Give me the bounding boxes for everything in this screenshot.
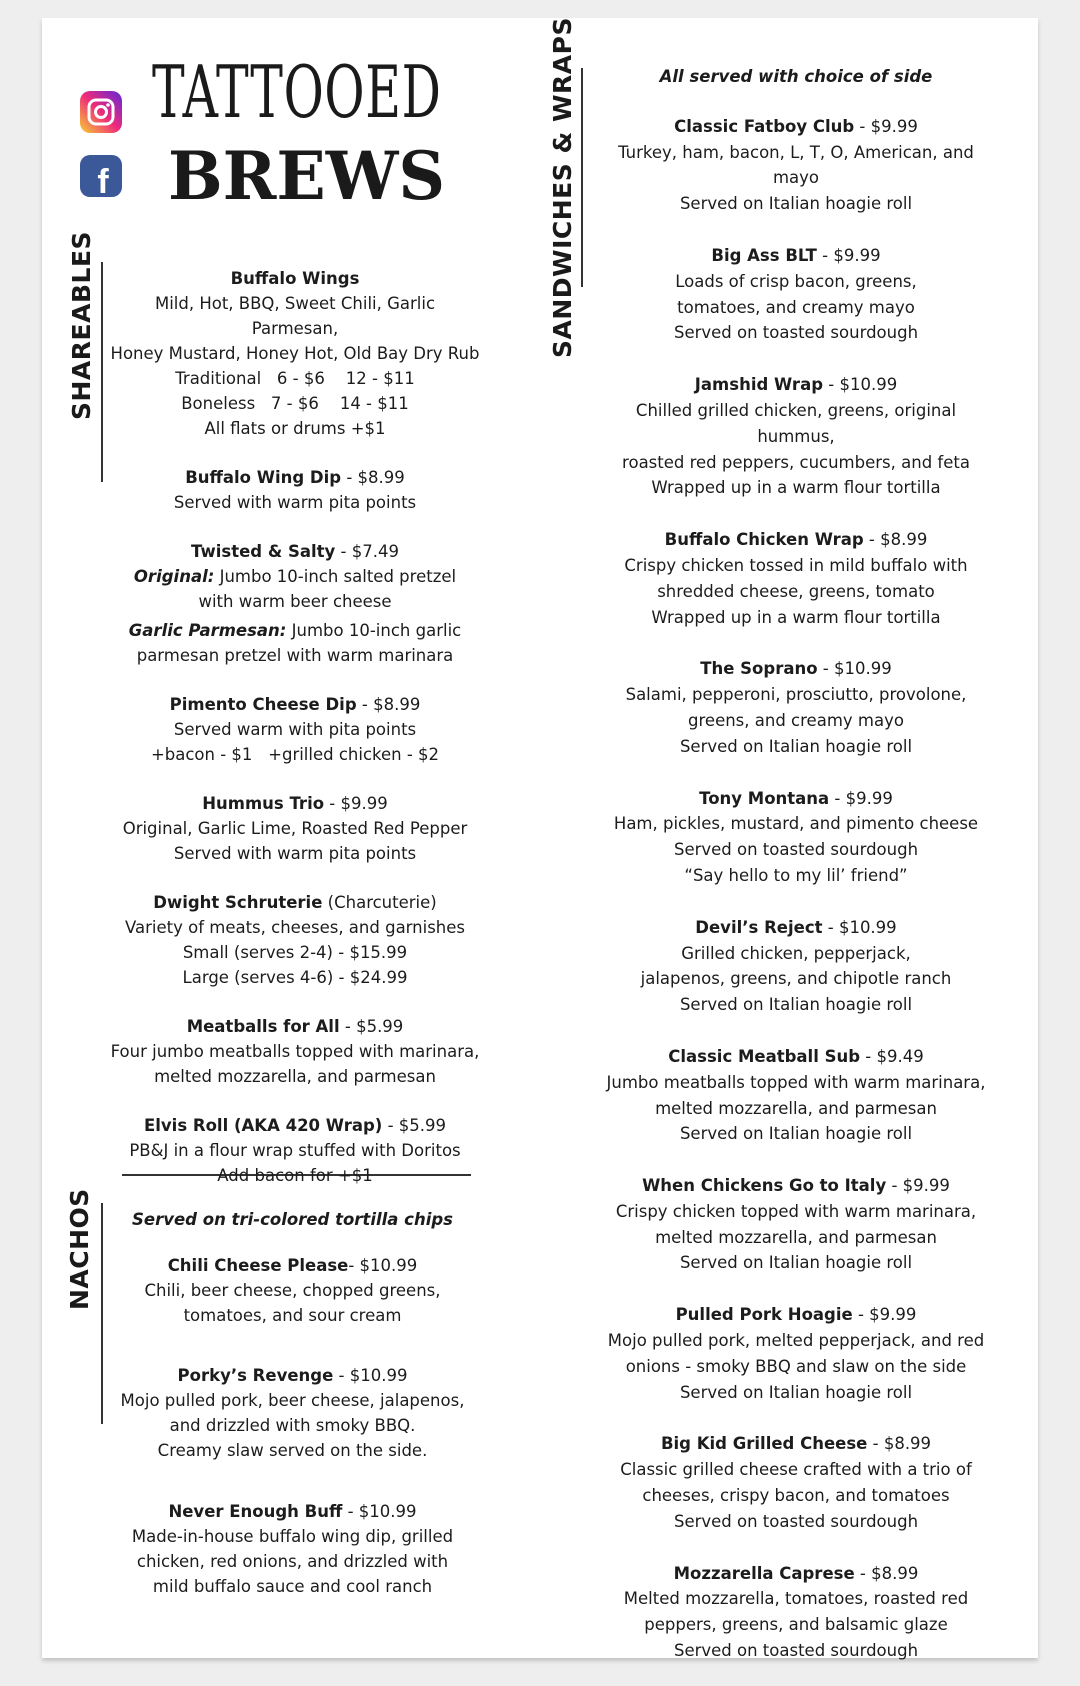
item-name: Jamshid Wrap bbox=[694, 375, 824, 395]
menu-item bbox=[596, 656, 996, 759]
item-line: Variety of meats, cheeses, and garnishes bbox=[124, 918, 466, 937]
item-line: PB&J in a flour wrap stuffed with Doritos bbox=[129, 1141, 461, 1160]
item-line: melted mozzarella, and parmesan bbox=[655, 1227, 937, 1247]
item-line: Grilled chicken, pepperjack, bbox=[681, 943, 911, 963]
item-line: Served with warm pita points bbox=[173, 844, 417, 863]
shareables-heading: SHAREABLES bbox=[67, 230, 96, 420]
item-line: parmesan pretzel with warm marinara bbox=[136, 646, 454, 665]
item-name: Tony Montana bbox=[699, 788, 830, 808]
item-name: Porky’s Revenge bbox=[177, 1366, 334, 1385]
menu-item bbox=[596, 1044, 996, 1147]
item-line: Crispy chicken tossed in mild buffalo with bbox=[624, 555, 968, 575]
item-line: Served on toasted sourdough bbox=[673, 840, 919, 860]
menu-item bbox=[110, 266, 480, 441]
item-line: Salami, pepperoni, prosciutto, provolone, bbox=[625, 685, 967, 705]
menu-item bbox=[596, 243, 996, 346]
variant-label: Garlic Parmesan: bbox=[128, 621, 287, 640]
menu-item bbox=[110, 890, 480, 990]
item-line: Crispy chicken topped with warm marinara, bbox=[615, 1201, 977, 1221]
item-name: Hummus Trio bbox=[202, 794, 325, 813]
item-line: tomatoes, and creamy mayo bbox=[677, 297, 915, 317]
item-name: Devil’s Reject bbox=[695, 917, 823, 937]
menu-item bbox=[596, 786, 996, 889]
menu-item bbox=[110, 1499, 475, 1599]
item-price: - $10.99 bbox=[333, 1366, 408, 1385]
logo-line-2: BREWS bbox=[168, 137, 446, 215]
menu-item bbox=[596, 1173, 996, 1276]
item-name: Twisted & Salty bbox=[191, 542, 336, 561]
item-line: All flats or drums +$1 bbox=[204, 419, 386, 438]
item-line: Jumbo 10-inch garlic bbox=[286, 621, 462, 640]
item-price: - $9.99 bbox=[816, 245, 881, 265]
item-line: Honey Mustard, Honey Hot, Old Bay Dry Rub bbox=[110, 344, 480, 363]
item-price: (Charcuterie) bbox=[322, 893, 437, 912]
menu-item bbox=[110, 1363, 475, 1463]
item-line: Jumbo 10-inch salted pretzel bbox=[214, 567, 457, 586]
item-name: Pulled Pork Hoagie bbox=[675, 1305, 853, 1325]
sandwiches-rule bbox=[581, 68, 583, 287]
item-line: Wrapped up in a warm flour tortilla bbox=[651, 478, 941, 498]
item-line: Served on Italian hoagie roll bbox=[679, 194, 913, 214]
item-line: Creamy slaw served on the side. bbox=[157, 1441, 428, 1460]
menu-item bbox=[110, 791, 480, 866]
item-line: Wrapped up in a warm flour tortilla bbox=[651, 607, 941, 627]
item-price: - $5.99 bbox=[382, 1116, 447, 1135]
item-price: - $10.99 bbox=[823, 375, 898, 395]
item-name: Elvis Roll (AKA 420 Wrap) bbox=[143, 1116, 383, 1135]
item-line: Large (serves 4-6) - $24.99 bbox=[182, 968, 408, 987]
item-line: Served with warm pita points bbox=[173, 493, 417, 512]
menu-item bbox=[596, 1302, 996, 1405]
menu-item bbox=[110, 1113, 480, 1188]
variant-label: Original: bbox=[133, 567, 215, 586]
menu-item bbox=[596, 1561, 996, 1664]
item-price: - $10.99 bbox=[817, 659, 892, 679]
item-line: melted mozzarella, and parmesan bbox=[154, 1067, 436, 1086]
shareables-rule bbox=[101, 262, 103, 482]
item-line: and drizzled with smoky BBQ. bbox=[169, 1416, 416, 1435]
item-name: Dwight Schruterie bbox=[153, 893, 323, 912]
item-line: Mojo pulled pork, melted pepperjack, and red bbox=[607, 1331, 985, 1351]
menu-item bbox=[596, 1431, 996, 1534]
shareables-column bbox=[110, 266, 480, 1188]
nachos-heading: NACHOS bbox=[65, 1188, 94, 1310]
item-line: Served on toasted sourdough bbox=[673, 1511, 919, 1531]
item-line: Served on Italian hoagie roll bbox=[679, 1253, 913, 1273]
facebook-icon[interactable] bbox=[80, 155, 122, 197]
item-name: Buffalo Wing Dip bbox=[185, 468, 342, 487]
menu-item bbox=[596, 915, 996, 1018]
menu-item bbox=[596, 114, 996, 217]
item-line: Served on toasted sourdough bbox=[673, 323, 919, 343]
item-line: jalapenos, greens, and chipotle ranch bbox=[640, 969, 952, 989]
item-line: Classic grilled cheese crafted with a trio of bbox=[620, 1460, 972, 1480]
item-line: Turkey, ham, bacon, L, T, O, American, and mayo bbox=[618, 142, 974, 188]
item-price: - $9.99 bbox=[829, 788, 893, 808]
item-price: - $9.99 bbox=[852, 1305, 917, 1325]
item-price: - $7.49 bbox=[335, 542, 399, 561]
item-line: Loads of crisp bacon, greens, bbox=[675, 271, 917, 291]
item-line: chicken, red onions, and drizzled with bbox=[136, 1552, 449, 1571]
item-price: - $10.99 bbox=[822, 917, 897, 937]
item-line: tomatoes, and sour cream bbox=[183, 1306, 402, 1325]
item-line: greens, and creamy mayo bbox=[688, 710, 904, 730]
item-line: Mojo pulled pork, beer cheese, jalapenos, bbox=[120, 1391, 465, 1410]
item-name: Buffalo Chicken Wrap bbox=[664, 530, 864, 550]
item-line: mild buffalo sauce and cool ranch bbox=[152, 1577, 433, 1596]
item-price: - $10.99 bbox=[342, 1502, 417, 1521]
instagram-icon[interactable] bbox=[80, 91, 122, 133]
menu-item bbox=[596, 527, 996, 630]
item-price: - $9.99 bbox=[886, 1176, 950, 1196]
menu-item bbox=[110, 1253, 475, 1328]
item-price: - $9.99 bbox=[324, 794, 388, 813]
item-line: Served warm with pita points bbox=[173, 720, 417, 739]
item-price: - $9.99 bbox=[854, 116, 918, 136]
item-line: Jumbo meatballs topped with warm marinara, bbox=[606, 1072, 986, 1092]
sandwiches-note: All served with choice of side bbox=[659, 67, 933, 86]
menu-item bbox=[110, 465, 480, 515]
item-name: Big Ass BLT bbox=[711, 245, 817, 265]
item-line: Boneless 7 - $6 14 - $11 bbox=[181, 394, 409, 413]
item-line: peppers, greens, and balsamic glaze bbox=[644, 1615, 948, 1635]
menu-item bbox=[110, 1014, 480, 1089]
item-name: When Chickens Go to Italy bbox=[642, 1176, 887, 1196]
item-line: Made-in-house buffalo wing dip, grilled bbox=[131, 1527, 454, 1546]
item-line: melted mozzarella, and parmesan bbox=[655, 1098, 937, 1118]
item-name: Chili Cheese Please bbox=[167, 1256, 349, 1275]
item-line: Served on Italian hoagie roll bbox=[679, 995, 913, 1015]
item-line: Served on toasted sourdough bbox=[673, 1641, 919, 1661]
item-line: Four jumbo meatballs topped with marinara, bbox=[110, 1042, 480, 1061]
item-price: - $8.99 bbox=[867, 1434, 932, 1454]
item-name: Classic Meatball Sub bbox=[668, 1046, 861, 1066]
item-line: Chilled grilled chicken, greens, original hummus, bbox=[635, 400, 957, 446]
item-price: - $8.99 bbox=[356, 695, 421, 714]
item-line: cheeses, crispy bacon, and tomatoes bbox=[642, 1486, 950, 1506]
menu-item bbox=[110, 539, 480, 668]
item-price: - $10.99 bbox=[348, 1256, 418, 1275]
item-line: Chili, beer cheese, chopped greens, bbox=[144, 1281, 441, 1300]
item-name: Big Kid Grilled Cheese bbox=[660, 1434, 868, 1454]
item-line: Served on Italian hoagie roll bbox=[679, 1124, 913, 1144]
nachos-note: Served on tri-colored tortilla chips bbox=[132, 1210, 453, 1229]
item-line: Served on Italian hoagie roll bbox=[679, 1382, 913, 1402]
item-name: Mozzarella Caprese bbox=[673, 1563, 855, 1583]
facebook-glyph: f bbox=[97, 163, 109, 197]
item-line: Traditional 6 - $6 12 - $11 bbox=[175, 369, 415, 388]
item-price: - $8.99 bbox=[863, 530, 928, 550]
logo-line-1: TATTOOED bbox=[152, 50, 442, 134]
item-price: - $8.99 bbox=[341, 468, 405, 487]
nachos-rule bbox=[101, 1203, 103, 1424]
item-line: Small (serves 2-4) - $15.99 bbox=[182, 943, 408, 962]
item-name: Meatballs for All bbox=[186, 1017, 340, 1036]
item-line: shredded cheese, greens, tomato bbox=[657, 581, 935, 601]
item-line: +bacon - $1 +grilled chicken - $2 bbox=[150, 745, 440, 764]
item-price: - $8.99 bbox=[854, 1563, 919, 1583]
item-line: roasted red peppers, cucumbers, and feta bbox=[622, 452, 970, 472]
item-name: Classic Fatboy Club bbox=[674, 116, 855, 136]
item-line: Melted mozzarella, tomatoes, roasted red bbox=[623, 1589, 969, 1609]
item-line: Ham, pickles, mustard, and pimento cheese bbox=[613, 814, 979, 834]
item-line: “Say hello to my lil’ friend” bbox=[684, 865, 908, 885]
item-name: Never Enough Buff bbox=[168, 1502, 343, 1521]
item-line: Add bacon for +$1 bbox=[217, 1166, 373, 1185]
item-name: Buffalo Wings bbox=[230, 269, 360, 288]
menu-item bbox=[110, 692, 480, 767]
menu-item bbox=[596, 372, 996, 501]
item-line: Mild, Hot, BBQ, Sweet Chili, Garlic Parmesan, bbox=[154, 294, 436, 338]
item-price: - $5.99 bbox=[339, 1017, 404, 1036]
item-line: Original, Garlic Lime, Roasted Red Pepper bbox=[122, 819, 468, 838]
item-line: Served on Italian hoagie roll bbox=[679, 736, 913, 756]
sandwiches-heading: SANDWICHES & WRAPS bbox=[548, 17, 577, 358]
item-line: onions - smoky BBQ and slaw on the side bbox=[625, 1356, 967, 1376]
nachos-column bbox=[110, 1207, 475, 1599]
item-name: Pimento Cheese Dip bbox=[169, 695, 357, 714]
sandwiches-column bbox=[596, 64, 996, 1664]
item-line: with warm beer cheese bbox=[198, 592, 392, 611]
item-price: - $9.49 bbox=[860, 1046, 924, 1066]
item-name: The Soprano bbox=[700, 659, 818, 679]
